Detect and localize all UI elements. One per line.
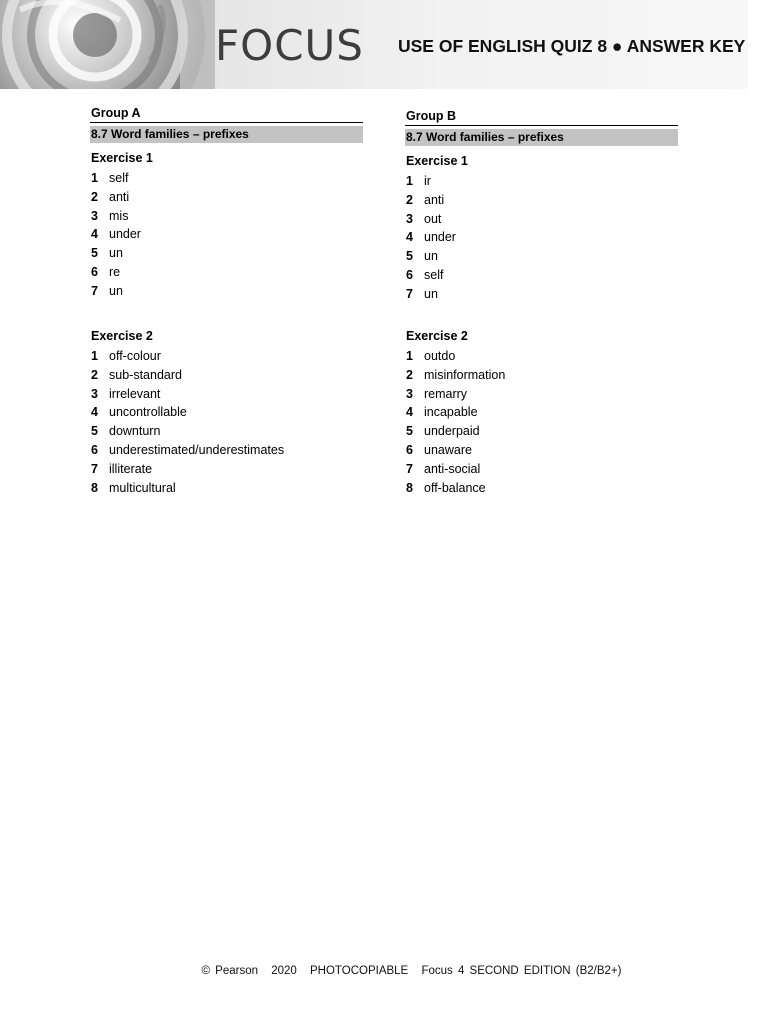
item-answer: underpaid <box>424 424 480 439</box>
list-item <box>90 403 363 422</box>
list-item <box>90 263 363 282</box>
item-answer: off-balance <box>424 480 486 495</box>
item-number: 8 <box>406 480 413 495</box>
item-number: 8 <box>91 480 98 495</box>
item-number: 1 <box>406 174 413 188</box>
list-item <box>90 479 363 498</box>
group-a-exercise-2 <box>90 328 363 497</box>
group-b-exercise-1-title: Exercise 1 <box>406 154 468 168</box>
item-answer: outdo <box>424 349 456 363</box>
focus-logo: FOCUS <box>215 21 364 70</box>
list-item <box>90 282 363 301</box>
item-number: 2 <box>406 367 413 382</box>
copyright-year: 2020 <box>271 965 297 977</box>
group-a-exercise-2-title: Exercise 2 <box>91 329 153 343</box>
item-number: 5 <box>91 424 98 439</box>
list-item <box>90 366 363 385</box>
item-number: 4 <box>91 405 98 420</box>
list-item <box>90 207 363 226</box>
list-item <box>405 191 678 210</box>
focus-swirl-graphic-icon <box>0 0 215 89</box>
item-number: 5 <box>91 246 98 261</box>
group-a-column <box>90 105 363 301</box>
list-item <box>405 385 678 404</box>
group-b-section-heading: 8.7 Word families – prefixes <box>405 129 678 146</box>
item-answer: remarry <box>424 386 468 401</box>
list-item <box>405 285 678 304</box>
list-item <box>405 247 678 266</box>
item-number: 4 <box>91 227 98 242</box>
list-item <box>405 210 678 229</box>
item-answer: un <box>424 249 438 264</box>
item-number: 3 <box>406 386 413 401</box>
page-footer <box>0 965 768 977</box>
item-answer: illiterate <box>109 461 153 476</box>
item-answer: un <box>109 283 123 298</box>
list-item <box>405 172 678 191</box>
item-number: 2 <box>91 367 98 382</box>
item-number: 6 <box>91 264 98 279</box>
item-answer: mis <box>109 208 129 223</box>
item-answer: misinformation <box>424 367 506 382</box>
group-b-exercise-1-answers <box>405 172 678 304</box>
list-item <box>405 347 678 366</box>
item-answer: under <box>424 230 456 245</box>
photocopiable-notice: PHOTOCOPIABLE <box>310 965 409 977</box>
item-answer: multicultural <box>109 480 176 495</box>
item-number: 6 <box>91 442 98 457</box>
item-number: 3 <box>91 386 98 401</box>
item-number: 5 <box>406 424 413 439</box>
list-item <box>405 228 678 247</box>
list-item <box>90 460 363 479</box>
item-answer: incapable <box>424 405 478 420</box>
item-number: 5 <box>406 249 413 264</box>
item-answer: anti-social <box>424 461 481 476</box>
item-answer: out <box>424 211 442 226</box>
item-number: 6 <box>406 442 413 457</box>
group-a-section-heading: 8.7 Word families – prefixes <box>90 126 363 143</box>
list-item <box>90 188 363 207</box>
group-b-exercise-2-title: Exercise 2 <box>406 329 468 343</box>
list-item <box>90 385 363 404</box>
group-b-label: Group B <box>405 108 678 126</box>
group-a-exercise-1-answers <box>90 169 363 301</box>
item-number: 4 <box>406 230 413 245</box>
item-answer: un <box>109 246 123 261</box>
item-number: 2 <box>406 192 413 207</box>
item-number: 7 <box>91 283 98 298</box>
list-item <box>405 441 678 460</box>
list-item <box>90 169 363 188</box>
item-answer: unaware <box>424 442 472 457</box>
group-b-exercise-2-answers <box>405 347 678 497</box>
edition-text: Focus 4 SECOND EDITION (B2/B2+) <box>421 965 622 977</box>
item-answer: un <box>424 286 438 301</box>
list-item <box>405 366 678 385</box>
item-number: 2 <box>91 189 98 204</box>
item-answer: off-colour <box>109 349 161 363</box>
item-number: 1 <box>406 349 413 363</box>
item-answer: underestimated/underestimates <box>109 442 285 457</box>
item-number: 1 <box>91 171 98 185</box>
item-answer: uncontrollable <box>109 405 187 420</box>
item-answer: sub-standard <box>109 367 182 382</box>
item-answer: anti <box>109 189 130 204</box>
list-item <box>90 225 363 244</box>
group-a-exercise-1-title: Exercise 1 <box>91 151 153 165</box>
item-answer: irrelevant <box>109 386 161 401</box>
list-item <box>90 347 363 366</box>
item-answer: under <box>109 227 141 242</box>
item-number: 6 <box>406 267 413 282</box>
list-item <box>405 422 678 441</box>
group-a-label: Group A <box>90 105 363 123</box>
item-answer: downturn <box>109 424 161 439</box>
item-answer: self <box>109 171 129 185</box>
group-a-exercise-2-answers <box>90 347 363 497</box>
item-number: 3 <box>406 211 413 226</box>
list-item <box>90 441 363 460</box>
list-item <box>405 479 678 498</box>
item-number: 7 <box>406 286 413 301</box>
group-b-exercise-2 <box>405 328 678 497</box>
item-answer: anti <box>424 192 445 207</box>
item-number: 7 <box>91 461 98 476</box>
list-item <box>405 460 678 479</box>
item-number: 4 <box>406 405 413 420</box>
list-item <box>405 403 678 422</box>
item-answer: ir <box>424 174 431 188</box>
page-title: USE OF ENGLISH QUIZ 8 ● ANSWER KEY <box>398 36 746 56</box>
item-number: 1 <box>91 349 98 363</box>
list-item <box>90 422 363 441</box>
item-number: 3 <box>91 208 98 223</box>
list-item <box>405 266 678 285</box>
group-b-column <box>405 108 678 304</box>
item-answer: self <box>424 267 444 282</box>
list-item <box>90 244 363 263</box>
page-header <box>0 0 748 89</box>
copyright-text: © Pearson <box>201 965 259 977</box>
item-answer: re <box>109 264 121 279</box>
item-number: 7 <box>406 461 413 476</box>
